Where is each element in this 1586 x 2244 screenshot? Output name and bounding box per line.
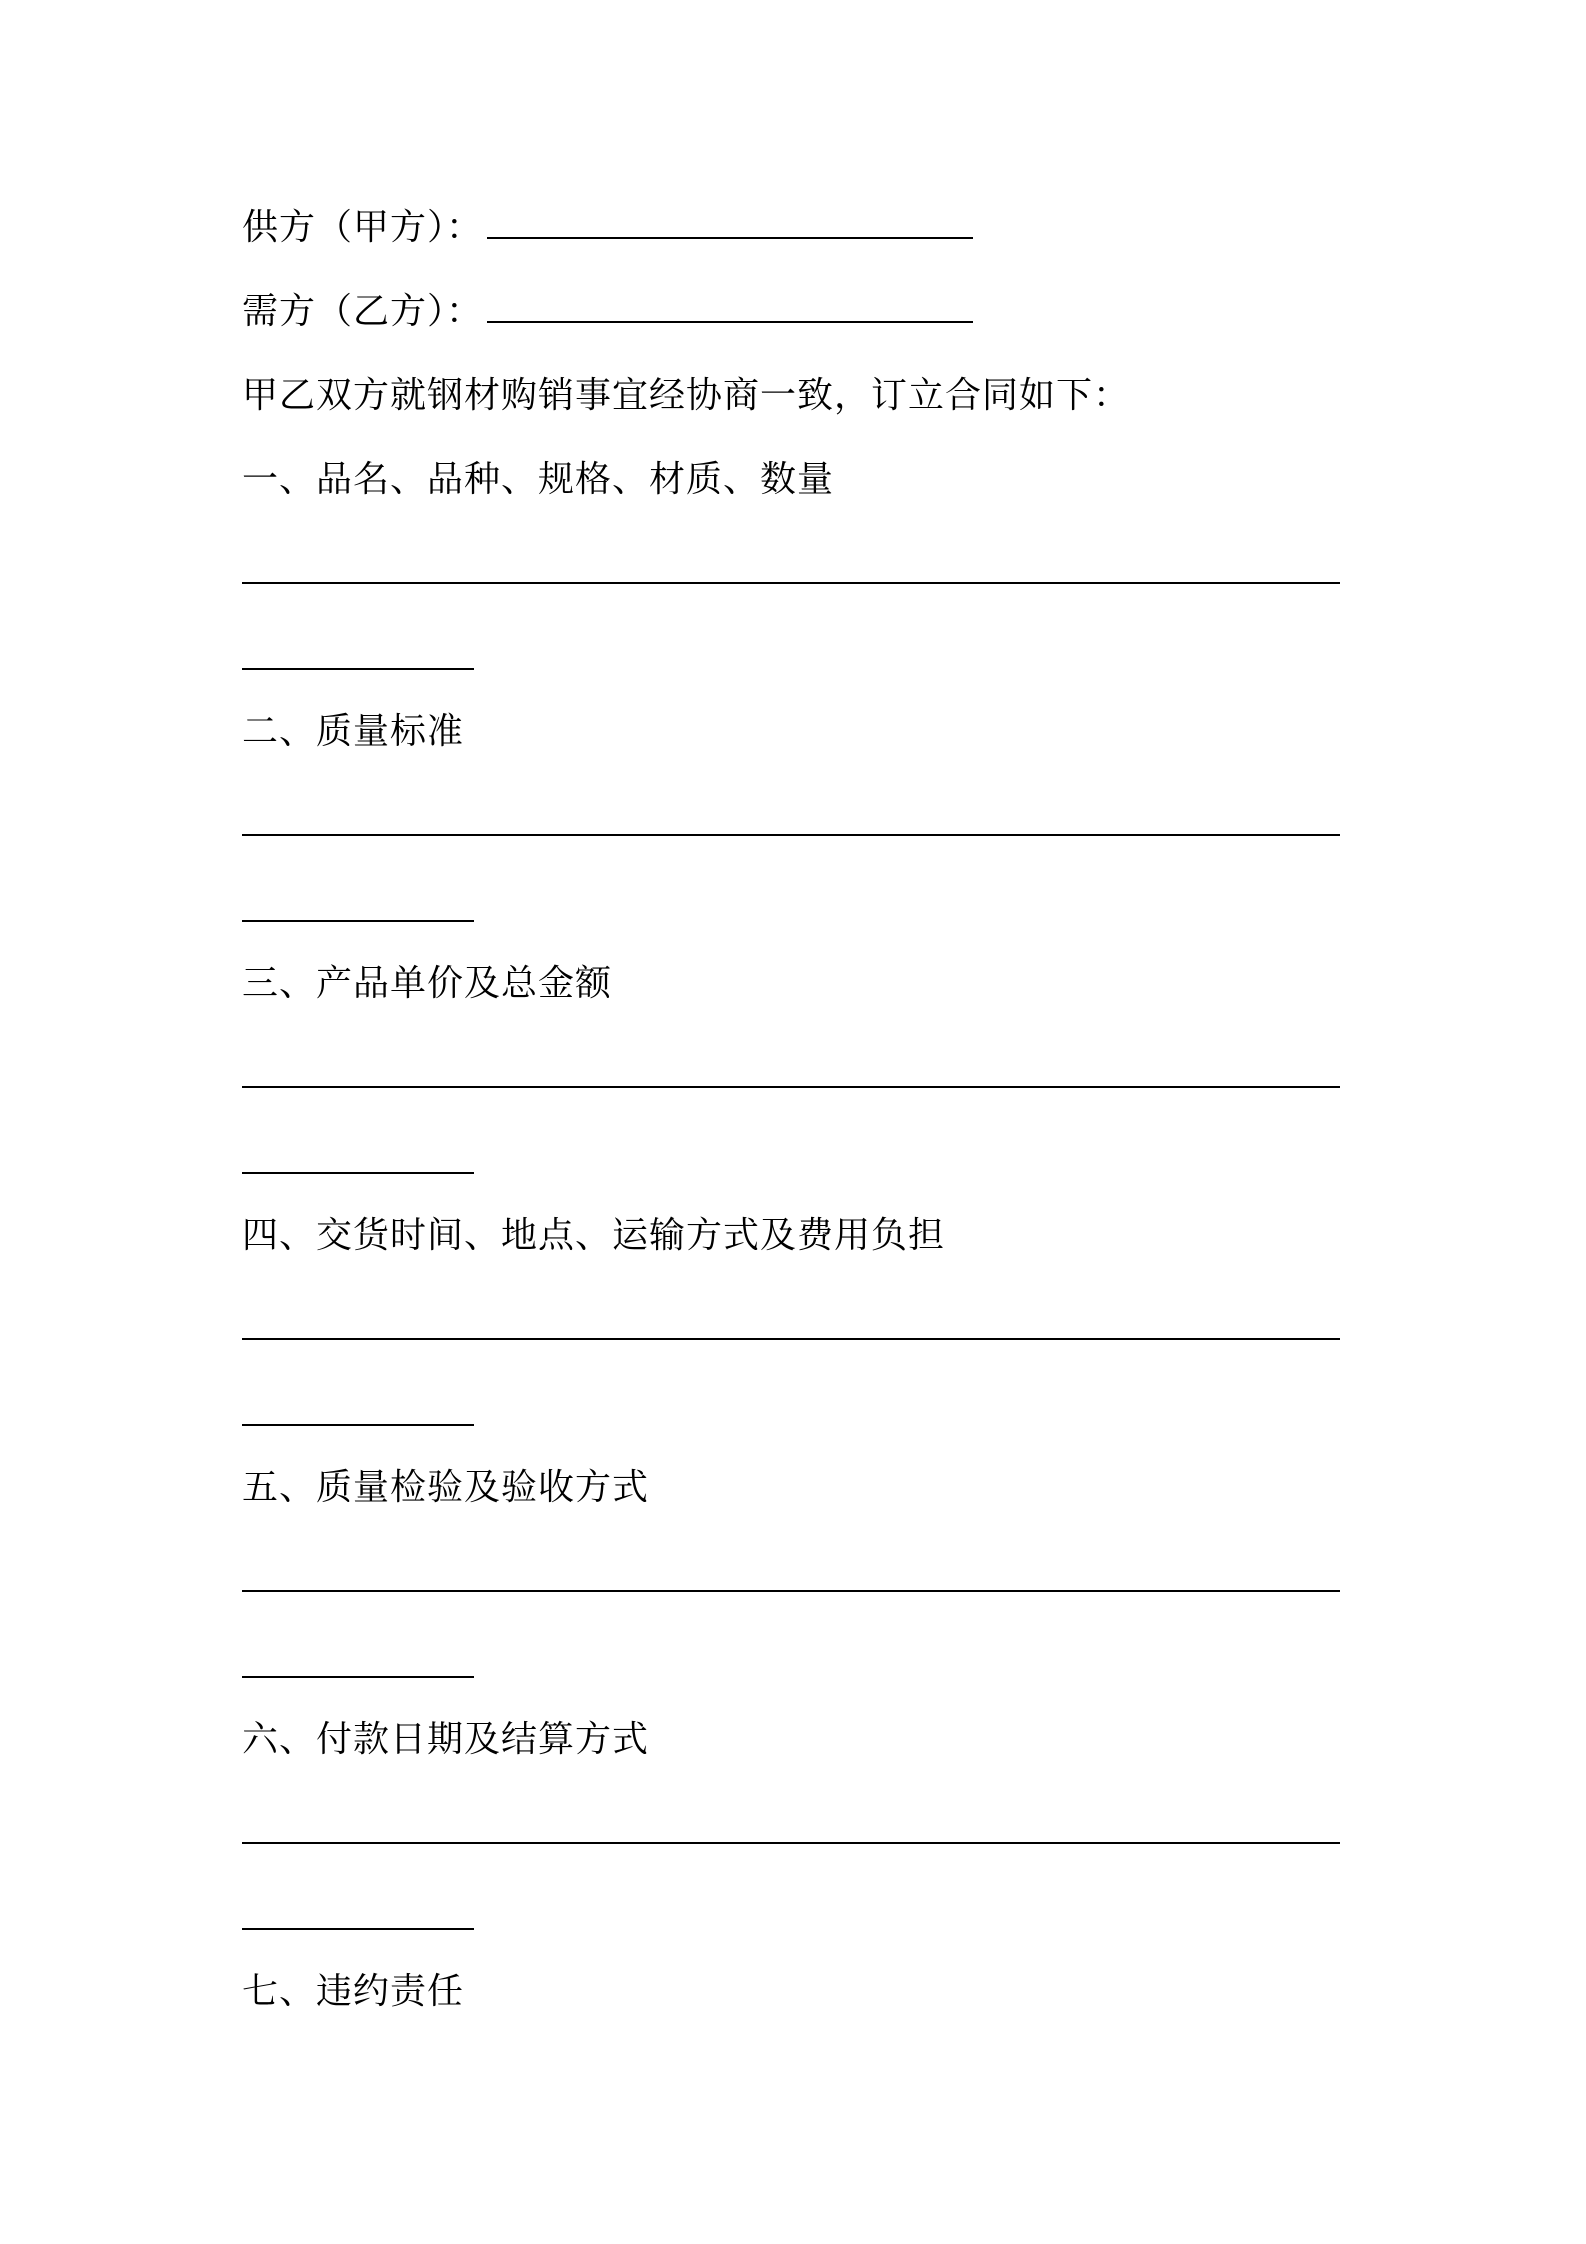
section-5-blank-line-2[interactable] [242, 1676, 474, 1678]
buyer-label: 需方（乙方）： [242, 291, 484, 332]
section-6-blank-line-2[interactable] [242, 1928, 474, 1930]
section-heading-1: 一、品名、品种、规格、材质、数量 [242, 459, 835, 500]
section-heading-6: 六、付款日期及结算方式 [242, 1719, 650, 1760]
section-1-blank-line-2[interactable] [242, 668, 474, 670]
section-5-blank-line-1[interactable] [242, 1590, 1340, 1592]
section-3-blank-line-2[interactable] [242, 1172, 474, 1174]
section-2-blank-line-2[interactable] [242, 920, 474, 922]
section-heading-3: 三、产品单价及总金额 [242, 963, 613, 1004]
intro-text: 甲乙双方就钢材购销事宜经协商一致，订立合同如下： [242, 375, 1131, 416]
section-heading-5: 五、质量检验及验收方式 [242, 1467, 650, 1508]
section-heading-7: 七、违约责任 [242, 1971, 465, 2012]
section-3-blank-line-1[interactable] [242, 1086, 1340, 1088]
supplier-blank[interactable] [487, 207, 973, 239]
section-4-blank-line-1[interactable] [242, 1338, 1340, 1340]
section-2-blank-line-1[interactable] [242, 834, 1340, 836]
section-heading-4: 四、交货时间、地点、运输方式及费用负担 [242, 1215, 946, 1256]
buyer-line [242, 288, 973, 336]
supplier-line [242, 204, 973, 252]
section-heading-2: 二、质量标准 [242, 711, 465, 752]
supplier-label: 供方（甲方）： [242, 207, 484, 248]
section-4-blank-line-2[interactable] [242, 1424, 474, 1426]
section-6-blank-line-1[interactable] [242, 1842, 1340, 1844]
section-1-blank-line-1[interactable] [242, 582, 1340, 584]
buyer-blank[interactable] [487, 291, 973, 323]
